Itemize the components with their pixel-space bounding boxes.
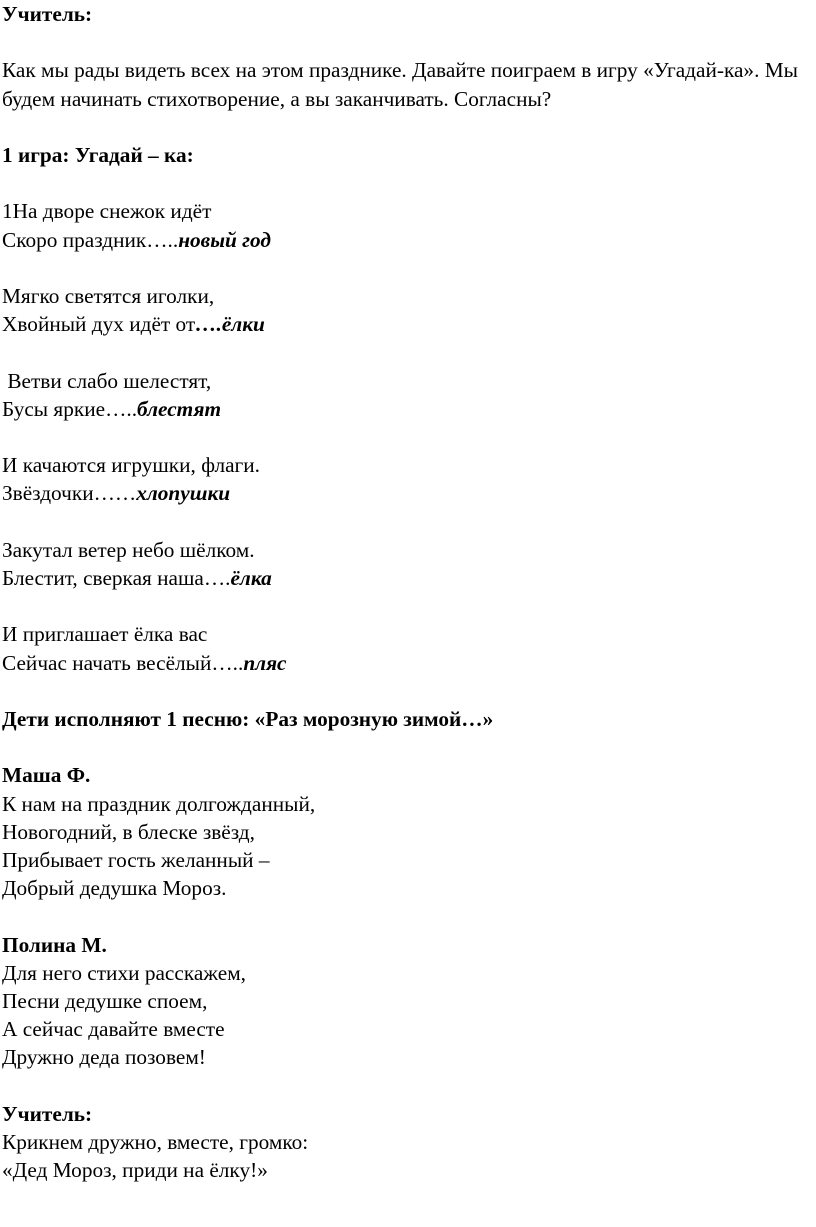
- game-heading-block: [2, 141, 812, 169]
- riddle-line: [2, 395, 812, 423]
- riddle: [2, 367, 812, 423]
- riddle-answer: хлопушки: [136, 481, 231, 506]
- poem-line: Дружно деда позовем!: [2, 1045, 206, 1070]
- speaker-name: Полина М.: [2, 932, 107, 957]
- riddle: [2, 620, 812, 676]
- riddle-line: 1На дворе снежок идёт: [2, 199, 212, 224]
- riddle: [2, 282, 812, 338]
- poem-polina: [2, 931, 812, 1072]
- poem-line: «Дед Мороз, приди на ёлку!»: [2, 1158, 268, 1183]
- song-title: Дети исполняют 1 песню: «Раз морозную зимой…»: [2, 706, 494, 731]
- teacher-call: [2, 1100, 812, 1185]
- poem-line: Для него стихи расскажем,: [2, 960, 246, 985]
- riddle-line: [2, 564, 812, 592]
- riddle-prompt: Сейчас начать весёлый…..: [2, 650, 244, 675]
- song-block: [2, 705, 812, 733]
- riddle-line: [2, 649, 812, 677]
- riddle-prompt: Блестит, сверкая наша….: [2, 565, 231, 590]
- riddle-prompt: Скоро праздник…..: [2, 227, 179, 252]
- riddle-answer: блестят: [137, 396, 222, 421]
- poem-line: Новогодний, в блеске звёзд,: [2, 819, 255, 844]
- riddle-answer: пляс: [243, 650, 287, 675]
- riddle-line: Мягко светятся иголки,: [2, 283, 215, 308]
- intro-text: Как мы рады видеть всех на этом празднике. Давайте поиграем в игру «Угадай-ка». Мы будем начинать стихотворение, а вы заканчивать. Согласны?: [2, 58, 798, 111]
- poem-line: Крикнем дружно, вместе, громко:: [2, 1129, 309, 1154]
- riddle-prompt: Звёздочки……: [2, 481, 137, 506]
- speaker-name: Маша Ф.: [2, 763, 91, 788]
- riddle-prompt: Бусы яркие…..: [2, 396, 138, 421]
- riddle-answer: ….ёлки: [195, 312, 265, 337]
- riddle-answer: новый год: [178, 227, 271, 252]
- riddle-prompt: Хвойный дух идёт от: [2, 312, 196, 337]
- speaker-name: Учитель:: [2, 1101, 93, 1126]
- riddle-line: Закутал ветер небо шёлком.: [2, 537, 255, 562]
- game-title: 1 игра: Угадай – ка:: [2, 142, 194, 167]
- riddle-line: [2, 479, 812, 507]
- riddle: [2, 536, 812, 592]
- riddle-answer: ёлка: [230, 565, 272, 590]
- riddle-line: [2, 310, 812, 338]
- riddle-line: [2, 226, 812, 254]
- poem-line: Песни дедушке споем,: [2, 988, 208, 1013]
- riddle: [2, 451, 812, 507]
- riddle-line: Ветви слабо шелестят,: [2, 368, 212, 393]
- poem-line: А сейчас давайте вместе: [2, 1017, 225, 1042]
- poem-line: Прибывает гость желанный –: [2, 847, 270, 872]
- teacher-intro: [2, 0, 812, 28]
- intro-paragraph: [2, 56, 812, 112]
- riddle: [2, 197, 812, 253]
- riddle-line: И качаются игрушки, флаги.: [2, 453, 261, 478]
- riddle-line: И приглашает ёлка вас: [2, 622, 208, 647]
- poem-line: Добрый дедушка Мороз.: [2, 876, 227, 901]
- poem-masha: [2, 761, 812, 902]
- poem-line: К нам на праздник долгожданный,: [2, 791, 316, 816]
- speaker-teacher: Учитель:: [2, 2, 93, 26]
- document-page: [2, 0, 812, 1213]
